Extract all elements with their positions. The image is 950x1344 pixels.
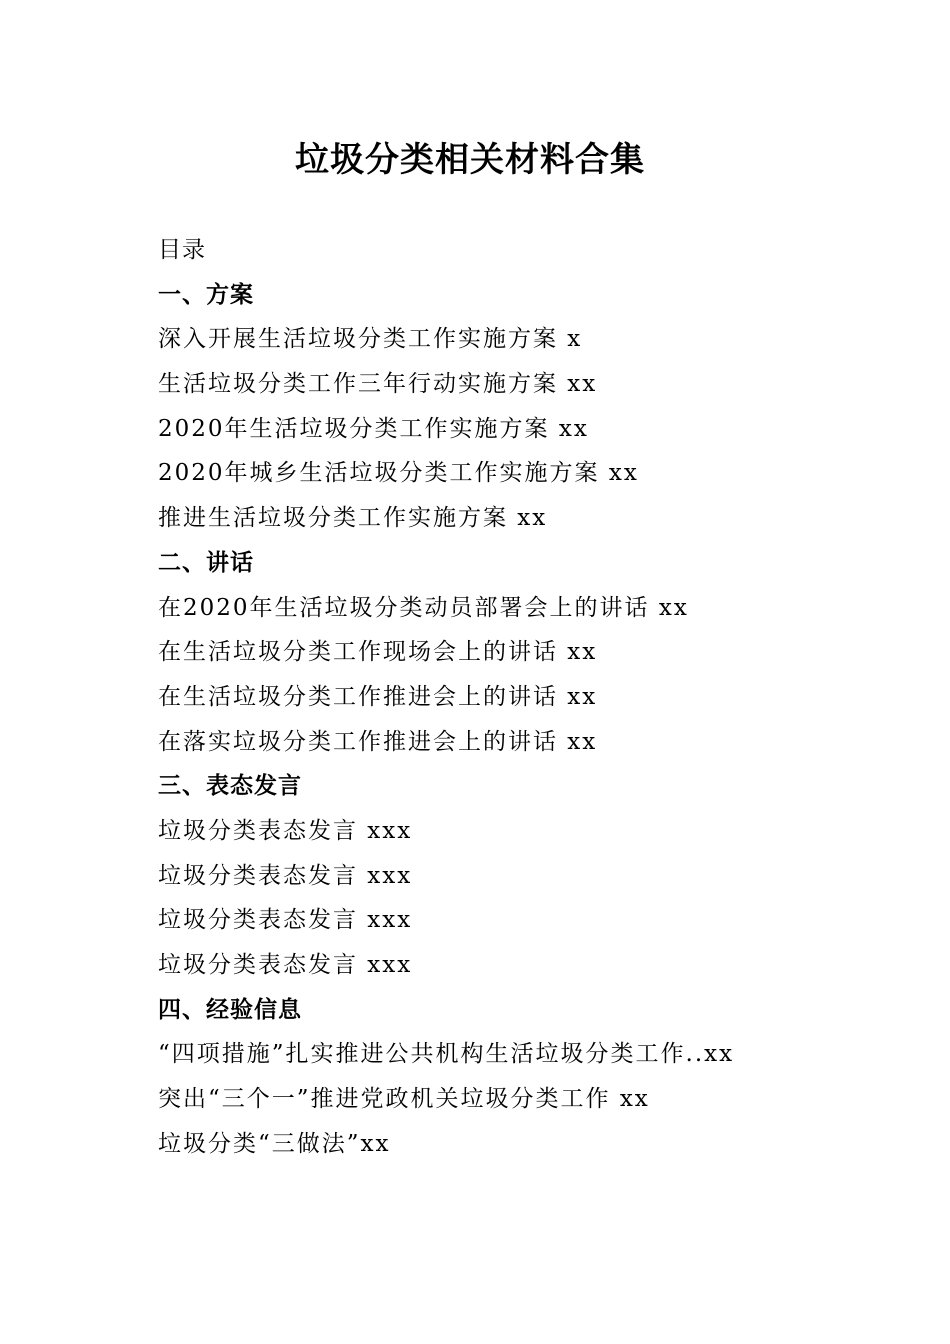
section-heading-experience: 四、经验信息 <box>158 996 302 1023</box>
toc-item[interactable]: 垃圾分类“三做法”xx <box>158 1130 391 1157</box>
section-heading-plans: 一、方案 <box>158 281 254 308</box>
toc-item[interactable]: 垃圾分类表态发言 xxx <box>158 862 413 889</box>
toc-item[interactable]: 推进生活垃圾分类工作实施方案 xx <box>158 505 548 532</box>
toc-item[interactable]: 垃圾分类表态发言 xxx <box>158 952 413 978</box>
toc-label: 目录 <box>158 237 206 263</box>
section-heading-speeches: 二、讲话 <box>158 549 254 576</box>
document-title: 垃圾分类相关材料合集 <box>295 140 645 180</box>
toc-item[interactable]: 生活垃圾分类工作三年行动实施方案 xx <box>158 371 598 398</box>
section-heading-statements: 三、表态发言 <box>158 773 302 800</box>
toc-item[interactable]: 2020年城乡生活垃圾分类工作实施方案 xx <box>158 460 639 487</box>
toc-item[interactable]: 在落实垃圾分类工作推进会上的讲话 xx <box>158 728 598 755</box>
toc-item[interactable]: 突出“三个一”推进党政机关垃圾分类工作 xx <box>158 1086 650 1113</box>
toc-item[interactable]: “四项措施”扎实推进公共机构生活垃圾分类工作..xx <box>158 1041 735 1068</box>
toc-item[interactable]: 深入开展生活垃圾分类工作实施方案 x <box>158 326 583 353</box>
toc-item[interactable]: 垃圾分类表态发言 xxx <box>158 907 413 934</box>
table-of-contents <box>158 228 858 1166</box>
toc-item[interactable]: 在2020年生活垃圾分类动员部署会上的讲话 xx <box>158 594 689 621</box>
toc-item[interactable]: 垃圾分类表态发言 xxx <box>158 817 413 844</box>
toc-item[interactable]: 在生活垃圾分类工作推进会上的讲话 xx <box>158 683 598 710</box>
toc-item[interactable]: 2020年生活垃圾分类工作实施方案 xx <box>158 415 589 442</box>
toc-item[interactable]: 在生活垃圾分类工作现场会上的讲话 xx <box>158 639 598 666</box>
